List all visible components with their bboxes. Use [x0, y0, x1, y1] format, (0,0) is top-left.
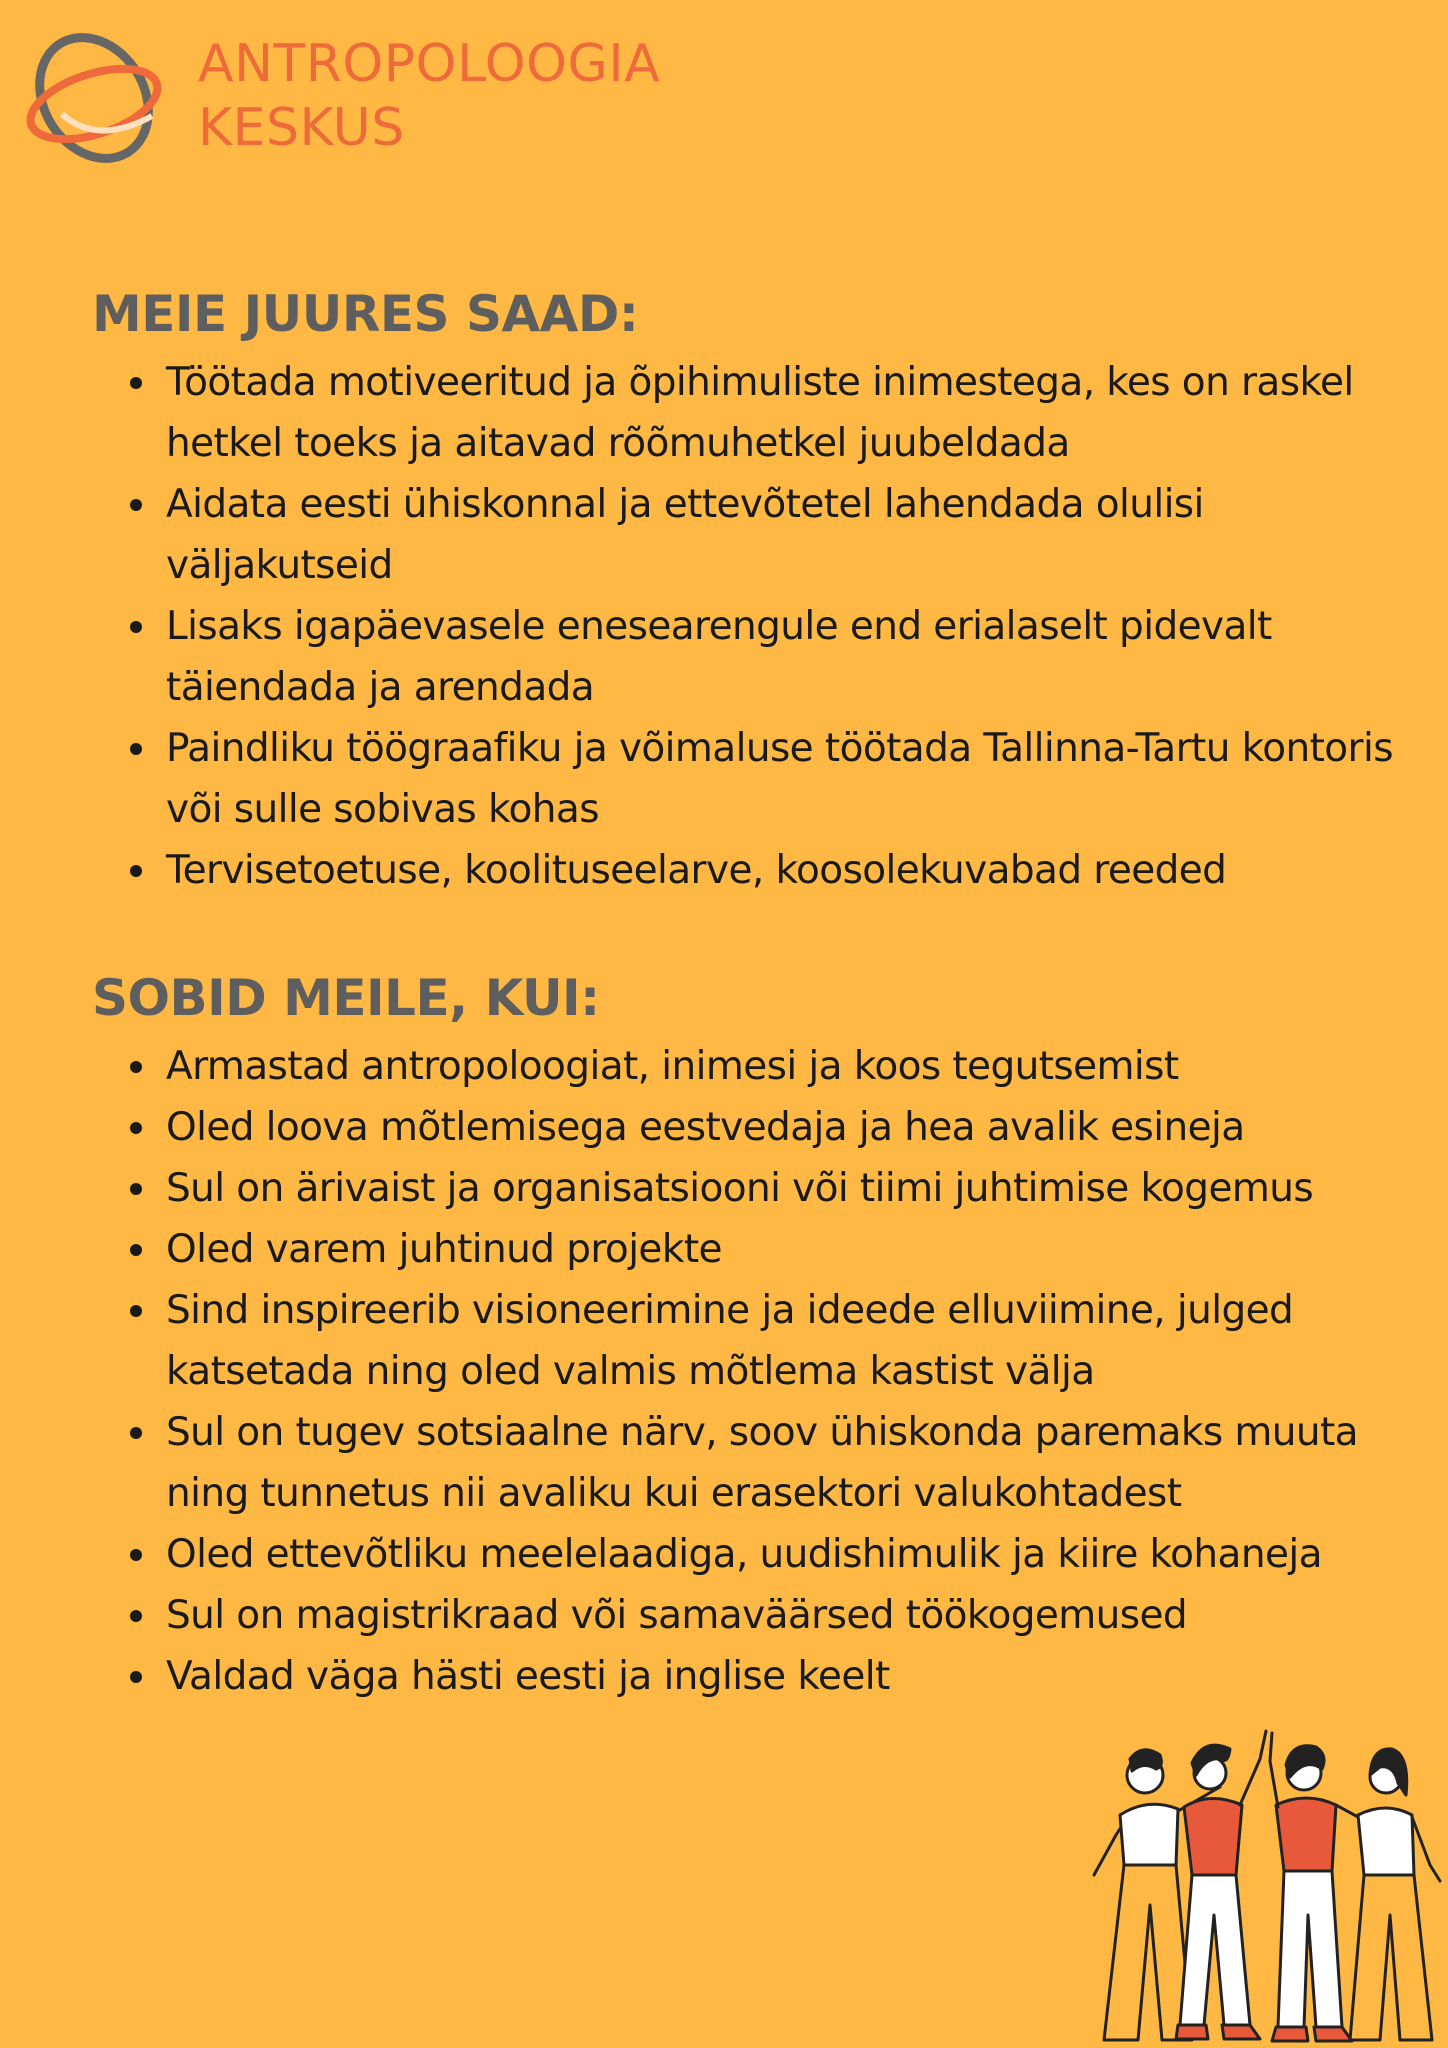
list-item: Sul on magistrikraad või samaväärsed töökogemused	[166, 1585, 1422, 1646]
list-item: Lisaks igapäevasele enesearengule end erialaselt pidevalt täiendada ja arendada	[166, 596, 1422, 718]
list-item: Armastad antropoloogiat, inimesi ja koos tegutsemist	[166, 1036, 1422, 1097]
list-item: Sul on tugev sotsiaalne närv, soov ühiskonda paremaks muuta ning tunnetus nii avaliku kui erasektori valukohtadest	[166, 1402, 1422, 1524]
list-item: Valdad väga hästi eesti ja inglise keelt	[166, 1646, 1422, 1707]
list-item: Oled varem juhtinud projekte	[166, 1219, 1422, 1280]
benefits-section	[92, 282, 1422, 901]
list-item: Oled ettevõtliku meelelaadiga, uudishimulik ja kiire kohaneja	[166, 1524, 1422, 1585]
benefits-list	[92, 352, 1422, 901]
requirements-heading: SOBID MEILE, KUI:	[92, 969, 600, 1027]
logo-wordmark	[198, 32, 660, 160]
benefits-heading: MEIE JUURES SAAD:	[92, 285, 639, 343]
team-high-five-illustration	[1080, 1715, 1448, 2048]
list-item: Paindliku töögraafiku ja võimaluse töötada Tallinna-Tartu kontoris või sulle sobivas kohas	[166, 718, 1422, 840]
orbit-logo-icon	[22, 26, 172, 166]
requirements-list	[92, 1036, 1422, 1707]
logo-line-2: KESKUS	[198, 98, 405, 158]
logo-line-1: ANTROPOLOOGIA	[198, 34, 661, 94]
requirements-section	[92, 966, 1422, 1707]
list-item: Tervisetoetuse, koolituseelarve, koosolekuvabad reeded	[166, 840, 1422, 901]
list-item: Sind inspireerib visioneerimine ja ideede elluviimine, julged katsetada ning oled valmis mõtlema kastist välja	[166, 1280, 1422, 1402]
list-item: Oled loova mõtlemisega eestvedaja ja hea avalik esineja	[166, 1097, 1422, 1158]
logo	[22, 26, 702, 166]
list-item: Sul on ärivaist ja organisatsiooni või tiimi juhtimise kogemus	[166, 1158, 1422, 1219]
list-item: Aidata eesti ühiskonnal ja ettevõtetel lahendada olulisi väljakutseid	[166, 474, 1422, 596]
list-item: Töötada motiveeritud ja õpihimuliste inimestega, kes on raskel hetkel toeks ja aitavad rõõmuhetkel juubeldada	[166, 352, 1422, 474]
